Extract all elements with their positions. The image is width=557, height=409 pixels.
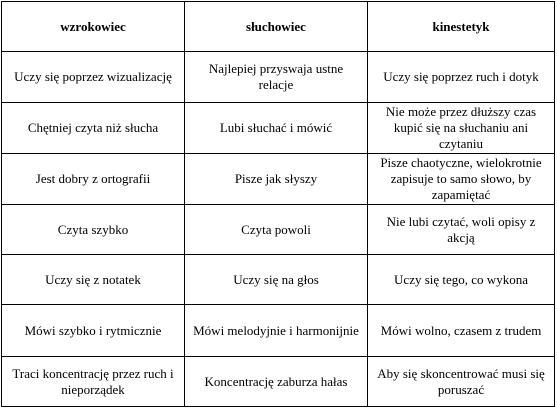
table-row xyxy=(2,357,555,407)
table-cell: Czyta szybko xyxy=(2,205,185,255)
header-cell-kinesthetic: kinestetyk xyxy=(368,2,555,52)
table-row xyxy=(2,103,555,154)
header-cell-visual: wzrokowiec xyxy=(2,2,185,52)
table-row xyxy=(2,154,555,205)
table-cell: Aby się skoncentrować musi się poruszać xyxy=(368,357,555,407)
table-row xyxy=(2,305,555,357)
table-cell: Uczy się tego, co wykona xyxy=(368,255,555,305)
header-row xyxy=(2,2,555,52)
table-cell: Najlepiej przyswaja ustne relacje xyxy=(185,52,368,103)
table-cell: Uczy się poprzez ruch i dotyk xyxy=(368,52,555,103)
table-cell: Uczy się na głos xyxy=(185,255,368,305)
table-cell: Traci koncentrację przez ruch i nieporządek xyxy=(2,357,185,407)
table-cell: Jest dobry z ortografii xyxy=(2,154,185,205)
table-cell: Czyta powoli xyxy=(185,205,368,255)
table-row xyxy=(2,205,555,255)
table-cell: Pisze jak słyszy xyxy=(185,154,368,205)
table-cell: Pisze chaotyczne, wielokrotnie zapisuje to samo słowo, by zapamiętać xyxy=(368,154,555,205)
table-cell: Koncentrację zaburza hałas xyxy=(185,357,368,407)
table-cell: Uczy się z notatek xyxy=(2,255,185,305)
table-cell: Chętniej czyta niż słucha xyxy=(2,103,185,154)
learning-styles-table xyxy=(1,1,555,407)
table-cell: Nie lubi czytać, woli opisy z akcją xyxy=(368,205,555,255)
header-cell-auditory: słuchowiec xyxy=(185,2,368,52)
table-cell: Lubi słuchać i mówić xyxy=(185,103,368,154)
table-row xyxy=(2,255,555,305)
table-cell: Mówi melodyjnie i harmonijnie xyxy=(185,305,368,357)
table-cell: Uczy się poprzez wizualizację xyxy=(2,52,185,103)
table-cell: Mówi szybko i rytmicznie xyxy=(2,305,185,357)
table-cell: Nie może przez dłuższy czas kupić się na słuchaniu ani czytaniu xyxy=(368,103,555,154)
table-cell: Mówi wolno, czasem z trudem xyxy=(368,305,555,357)
table-row xyxy=(2,52,555,103)
